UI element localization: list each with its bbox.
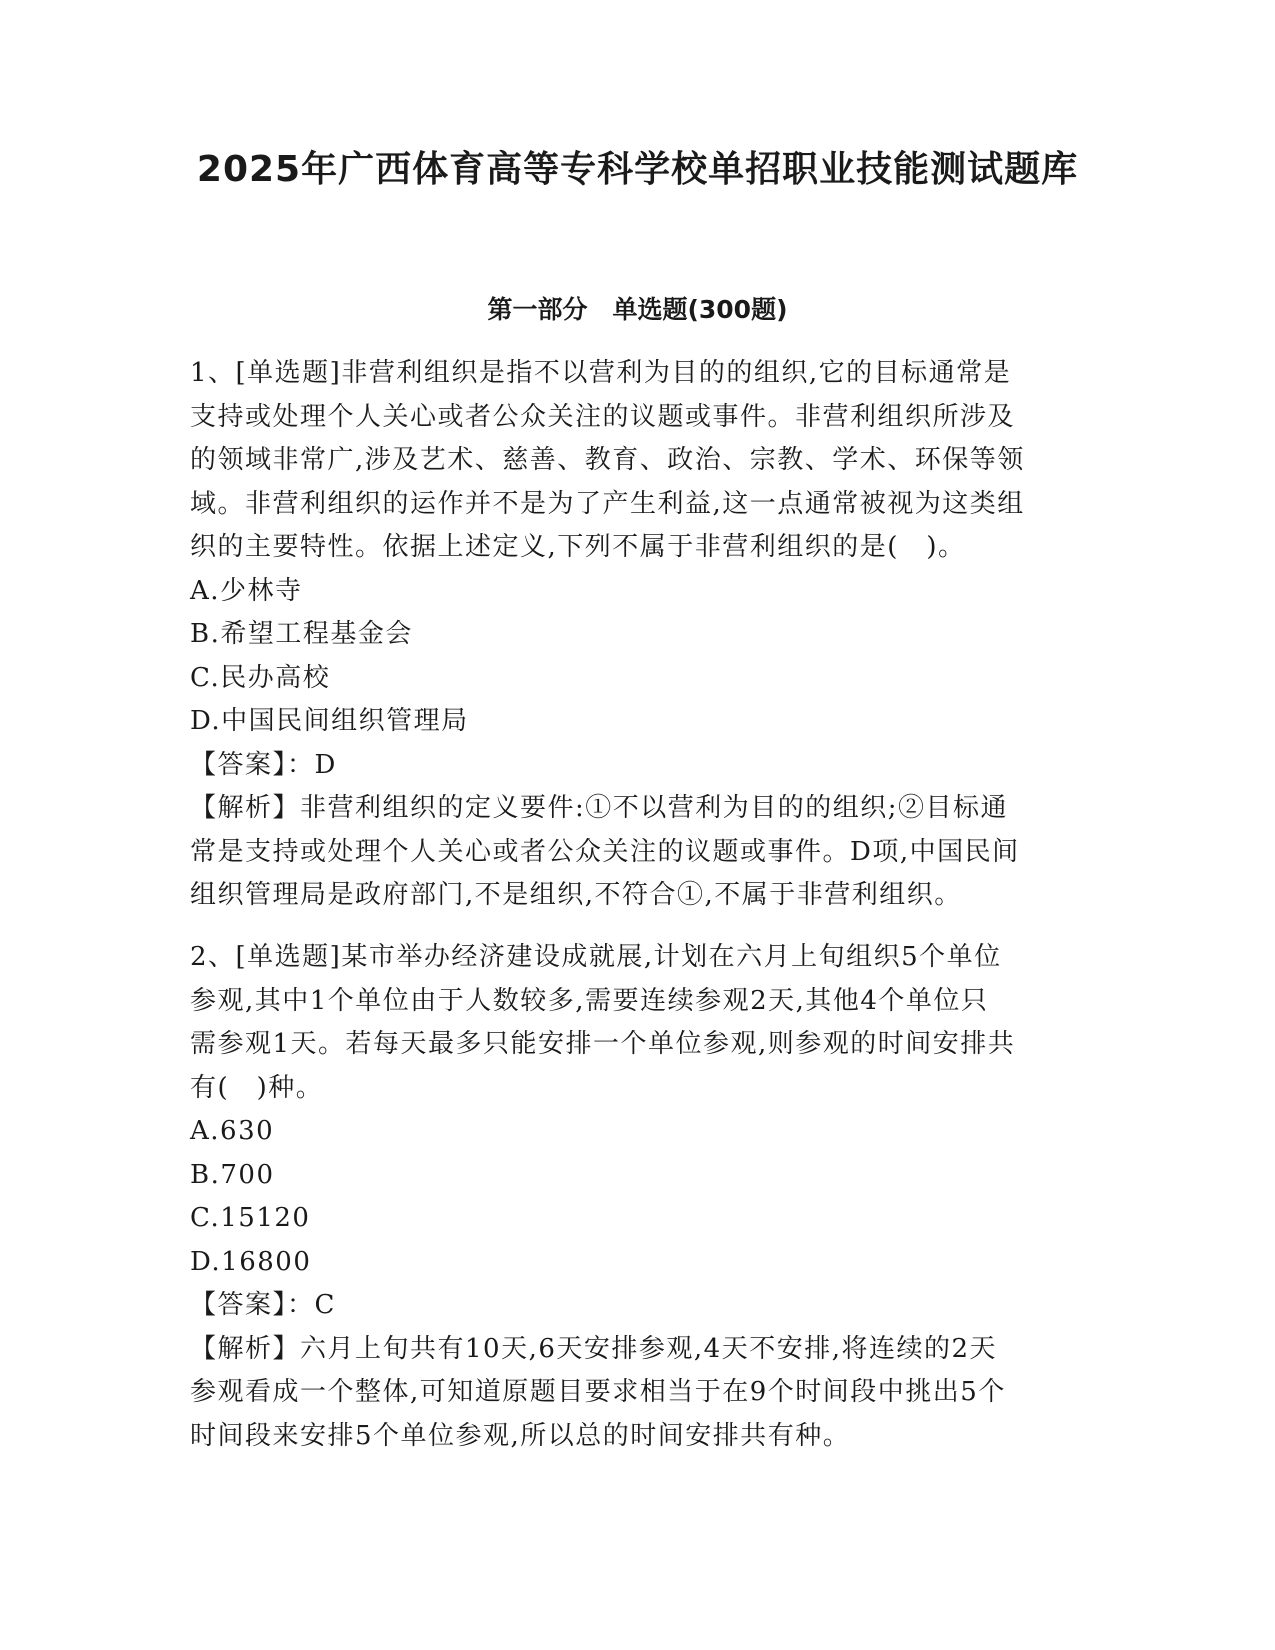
option-a: A.630 [190,1116,275,1146]
question-stem-line: 参观,其中1个单位由于人数较多,需要连续参观2天,其他4个单位只 [190,985,989,1016]
option-a: A.少林寺 [190,575,303,606]
question-stem-line: 需参观1天。若每天最多只能安排一个单位参观,则参观的时间安排共 [190,1029,1016,1059]
analysis-line: 参观看成一个整体,可知道原题目要求相当于在9个时间段中挑出5个 [190,1377,1006,1407]
question-stem-line: 有( )种。 [190,1072,324,1103]
analysis-line: 【解析】非营利组织的定义要件:①不以营利为目的的组织;②目标通 [190,793,1009,823]
question-stem-line: 1、[单选题]非营利组织是指不以营利为目的的组织,它的目标通常是 [190,358,1012,388]
question-1 [190,352,1082,918]
question-stem-line: 的领域非常广,涉及艺术、慈善、教育、政治、宗教、学术、环保等领 [190,445,1025,475]
question-stem-line: 支持或处理个人关心或者公众关注的议题或事件。非营利组织所涉及 [190,401,1016,432]
option-c: C.15120 [190,1203,311,1233]
analysis-line: 常是支持或处理个人关心或者公众关注的议题或事件。D项,中国民间 [190,836,1020,867]
option-d: D.中国民间组织管理局 [190,706,469,736]
analysis-line: 组织管理局是政府部门,不是组织,不符合①,不属于非营利组织。 [190,880,962,910]
analysis-line: 【解析】六月上旬共有10天,6天安排参观,4天不安排,将连续的2天 [190,1333,998,1364]
option-d: D.16800 [190,1246,312,1277]
option-b: B.希望工程基金会 [190,619,413,649]
question-stem-line: 域。非营利组织的运作并不是为了产生利益,这一点通常被视为这类组 [190,488,1025,519]
document-title: 2025年广西体育高等专科学校单招职业技能测试题库 [196,149,1079,190]
question-stem-line: 织的主要特性。依据上述定义,下列不属于非营利组织的是( )。 [190,532,966,562]
option-b: B.700 [190,1159,275,1190]
option-c: C.民办高校 [190,662,331,693]
section-heading: 第一部分 单选题(300题) [487,295,788,324]
analysis-line: 时间段来安排5个单位参观,所以总的时间安排共有种。 [190,1420,851,1451]
answer-line: 【答案】：C [190,1290,336,1320]
answer-line: 【答案】：D [190,749,337,780]
question-2 [190,936,1082,1458]
question-stem-line: 2、[单选题]某市举办经济建设成就展,计划在六月上旬组织5个单位 [190,942,1002,972]
